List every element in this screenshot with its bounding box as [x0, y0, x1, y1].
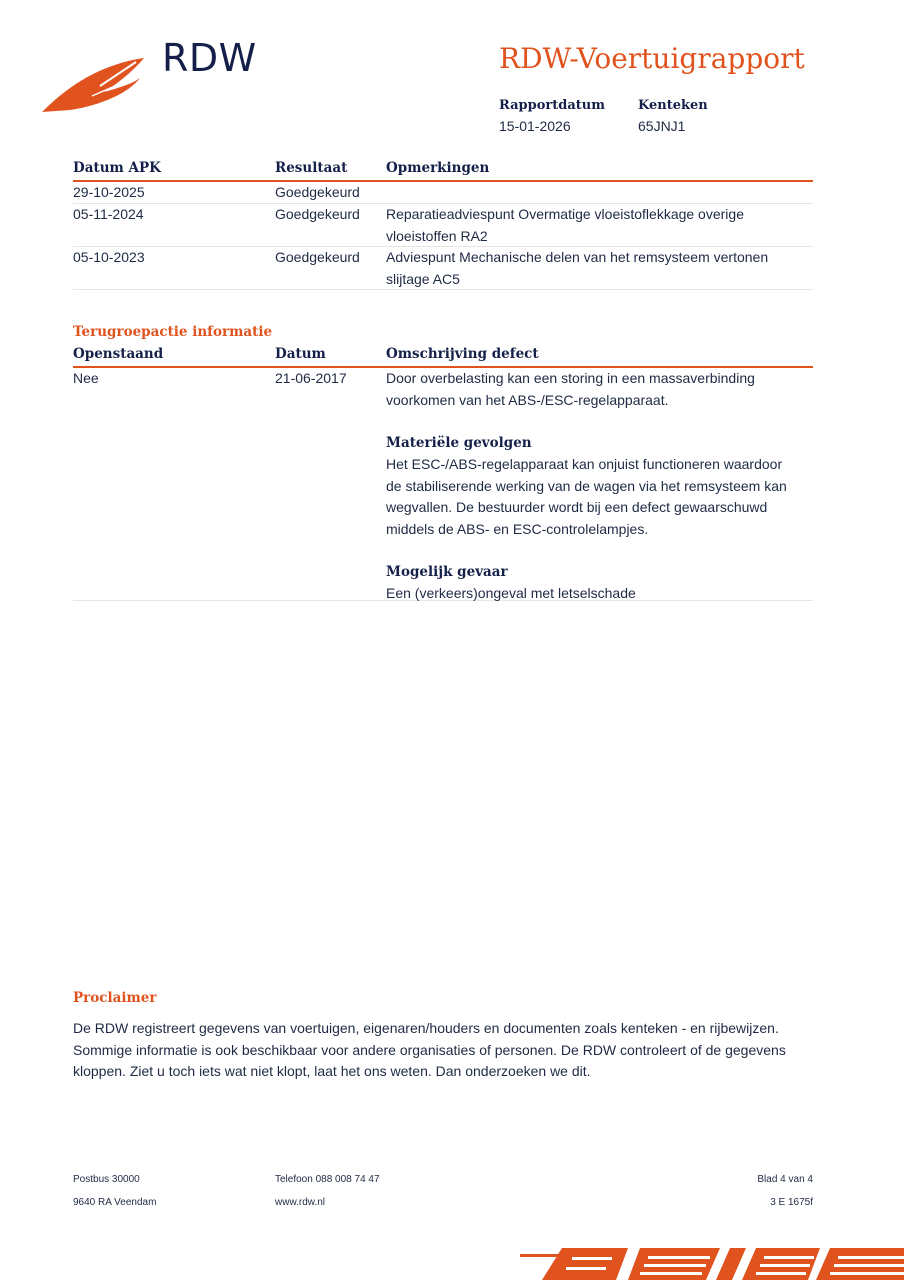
header-omschrijving-defect: Omschrijving defect	[386, 346, 539, 362]
header-datum: Datum	[275, 346, 326, 362]
footer-telefoon: Telefoon 088 008 74 47	[275, 1174, 380, 1185]
header-datum-apk: Datum APK	[73, 160, 161, 176]
kenteken-value: 65JNJ1	[638, 118, 686, 134]
recall-description	[386, 368, 801, 605]
recall-table	[73, 344, 813, 601]
recall-table-header	[73, 344, 813, 368]
apk-opmerkingen: Reparatieadviespunt Overmatige vloeistoflekkage overige vloeistoffen RA2	[386, 206, 744, 244]
apk-resultaat: Goedgekeurd	[275, 206, 360, 222]
materiele-gevolgen-label: Materiële gevolgen	[386, 434, 532, 451]
apk-table-header	[73, 158, 813, 182]
footer-city: 9640 RA Veendam	[73, 1197, 157, 1208]
mogelijk-gevaar-text: Een (verkeers)ongeval met letselschade	[386, 585, 636, 601]
footer-blad: Blad 4 van 4	[757, 1174, 813, 1185]
apk-datum: 05-11-2024	[73, 206, 144, 222]
apk-opmerkingen: Adviespunt Mechanische delen van het remsysteem vertonen slijtage AC5	[386, 249, 769, 287]
rapportdatum-value: 15-01-2026	[499, 118, 571, 134]
mogelijk-gevaar-label: Mogelijk gevaar	[386, 563, 508, 580]
materiele-gevolgen-text: Het ESC-/ABS-regelapparaat kan onjuist functioneren waardoor de stabiliserende werking van de wagen via het remsysteem kan wegvallen. De bestuurder wordt bij een defect gewaarschuwd middels de ABS- en ESC-controlelampjes.	[386, 456, 787, 537]
header-opmerkingen: Opmerkingen	[386, 160, 490, 176]
table-row	[73, 247, 813, 290]
recall-datum: 21-06-2017	[275, 370, 347, 386]
apk-table	[73, 158, 813, 290]
footer-postbus: Postbus 30000	[73, 1174, 140, 1185]
apk-datum: 05-10-2023	[73, 249, 145, 265]
recall-openstaand: Nee	[73, 370, 99, 386]
apk-resultaat: Goedgekeurd	[275, 249, 360, 265]
recall-omschrijving: Door overbelasting kan een storing in een massaverbinding voorkomen van het ABS-/ESC-regelapparaat.	[386, 370, 755, 408]
table-row	[73, 182, 813, 204]
table-row	[73, 368, 813, 601]
table-row	[73, 204, 813, 247]
apk-resultaat: Goedgekeurd	[275, 184, 360, 200]
footer-website: www.rdw.nl	[275, 1197, 326, 1208]
header-resultaat: Resultaat	[275, 160, 348, 176]
rdw-stripes-icon	[520, 1244, 904, 1280]
header-openstaand: Openstaand	[73, 346, 164, 362]
rapportdatum-label: Rapportdatum	[499, 98, 605, 113]
recall-section-title: Terugroepactie informatie	[73, 324, 273, 340]
apk-datum: 29-10-2025	[73, 184, 145, 200]
proclaimer-text: De RDW registreert gegevens van voertuigen, eigenaren/houders en documenten zoals kenteken - en rijbewijzen. Sommige informatie is ook beschikbaar voor andere organisaties of personen. De RDW controleert of de gegevens kloppen. Ziet u toch iets wat niet klopt, laat het ons weten. Dan onderzoeken we dit.	[73, 1020, 786, 1079]
proclaimer-title: Proclaimer	[73, 990, 157, 1006]
kenteken-label: Kenteken	[638, 98, 708, 113]
logo-text: RDW	[162, 36, 257, 80]
footer-code: 3 E 1675f	[770, 1197, 813, 1208]
report-title: RDW-Voertuigrapport	[499, 42, 805, 75]
